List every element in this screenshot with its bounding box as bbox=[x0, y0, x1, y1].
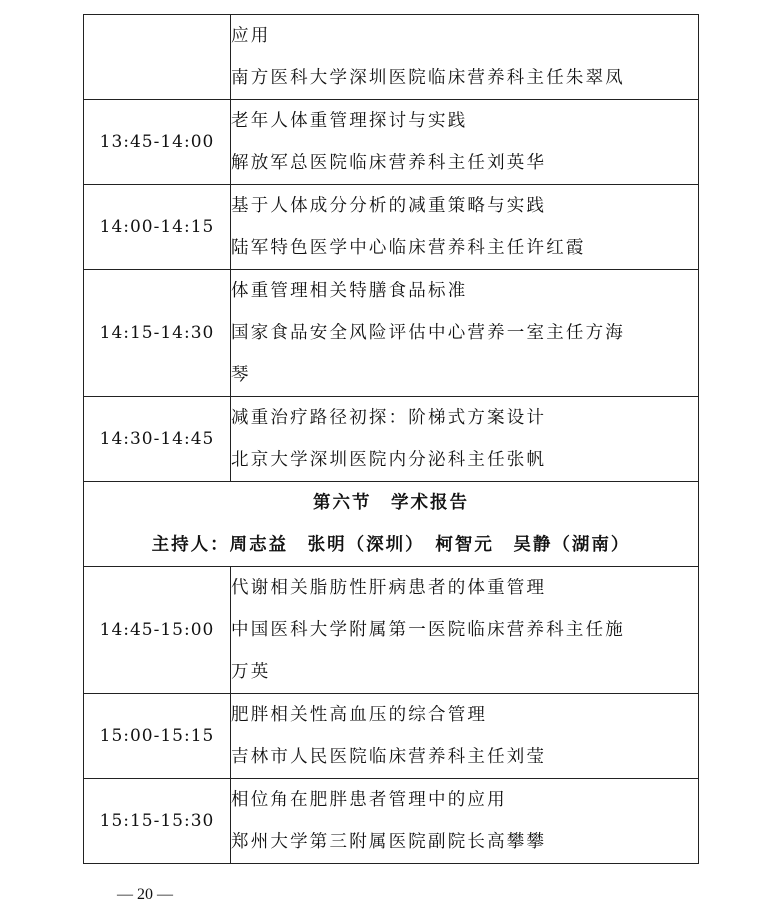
time-cell: 15:00-15:15 bbox=[84, 694, 231, 779]
content-cell bbox=[231, 185, 699, 270]
content-cell bbox=[231, 567, 699, 694]
table-row bbox=[84, 15, 699, 100]
speaker-info: 国家食品安全风险评估中心营养一室主任方海 bbox=[231, 323, 625, 343]
schedule-table bbox=[83, 14, 699, 864]
content-cell bbox=[231, 100, 699, 185]
time-cell bbox=[84, 15, 231, 100]
time-cell: 14:15-14:30 bbox=[84, 270, 231, 397]
speaker-info-continued: 琴 bbox=[231, 365, 251, 385]
table-row bbox=[84, 397, 699, 482]
time-cell: 14:45-15:00 bbox=[84, 567, 231, 694]
speaker-info: 北京大学深圳医院内分泌科主任张帆 bbox=[231, 450, 547, 470]
section-header-cell bbox=[84, 482, 699, 567]
talk-title: 肥胖相关性高血压的综合管理 bbox=[231, 705, 488, 725]
content-cell bbox=[231, 779, 699, 864]
table-row bbox=[84, 567, 699, 694]
speaker-info: 南方医科大学深圳医院临床营养科主任朱翠凤 bbox=[231, 68, 625, 88]
time-cell: 13:45-14:00 bbox=[84, 100, 231, 185]
talk-title: 基于人体成分分析的减重策略与实践 bbox=[231, 196, 547, 216]
content-cell bbox=[231, 270, 699, 397]
time-cell: 14:30-14:45 bbox=[84, 397, 231, 482]
page-number: — 20 — bbox=[117, 886, 173, 903]
talk-title: 体重管理相关特膳食品标准 bbox=[231, 281, 468, 301]
section-header-row bbox=[84, 482, 699, 567]
speaker-info: 陆军特色医学中心临床营养科主任许红霞 bbox=[231, 238, 586, 258]
time-cell: 14:00-14:15 bbox=[84, 185, 231, 270]
speaker-info-continued: 万英 bbox=[231, 662, 271, 682]
time-cell: 15:15-15:30 bbox=[84, 779, 231, 864]
talk-title: 相位角在肥胖患者管理中的应用 bbox=[231, 790, 507, 810]
content-cell bbox=[231, 397, 699, 482]
table-row bbox=[84, 779, 699, 864]
table-row bbox=[84, 185, 699, 270]
table-row bbox=[84, 270, 699, 397]
table-row bbox=[84, 100, 699, 185]
talk-title: 老年人体重管理探讨与实践 bbox=[231, 111, 468, 131]
section-title: 第六节 学术报告 bbox=[313, 493, 469, 513]
section-hosts: 主持人：周志益 张明（深圳） 柯智元 吴静（湖南） bbox=[151, 535, 631, 555]
talk-title: 代谢相关脂肪性肝病患者的体重管理 bbox=[231, 578, 547, 598]
table-row bbox=[84, 694, 699, 779]
speaker-info: 吉林市人民医院临床营养科主任刘莹 bbox=[231, 747, 547, 767]
speaker-info: 郑州大学第三附属医院副院长高攀攀 bbox=[231, 832, 547, 852]
speaker-info: 解放军总医院临床营养科主任刘英华 bbox=[231, 153, 547, 173]
talk-title: 应用 bbox=[231, 26, 271, 46]
content-cell bbox=[231, 15, 699, 100]
speaker-info: 中国医科大学附属第一医院临床营养科主任施 bbox=[231, 620, 625, 640]
talk-title: 减重治疗路径初探：阶梯式方案设计 bbox=[231, 408, 547, 428]
content-cell bbox=[231, 694, 699, 779]
